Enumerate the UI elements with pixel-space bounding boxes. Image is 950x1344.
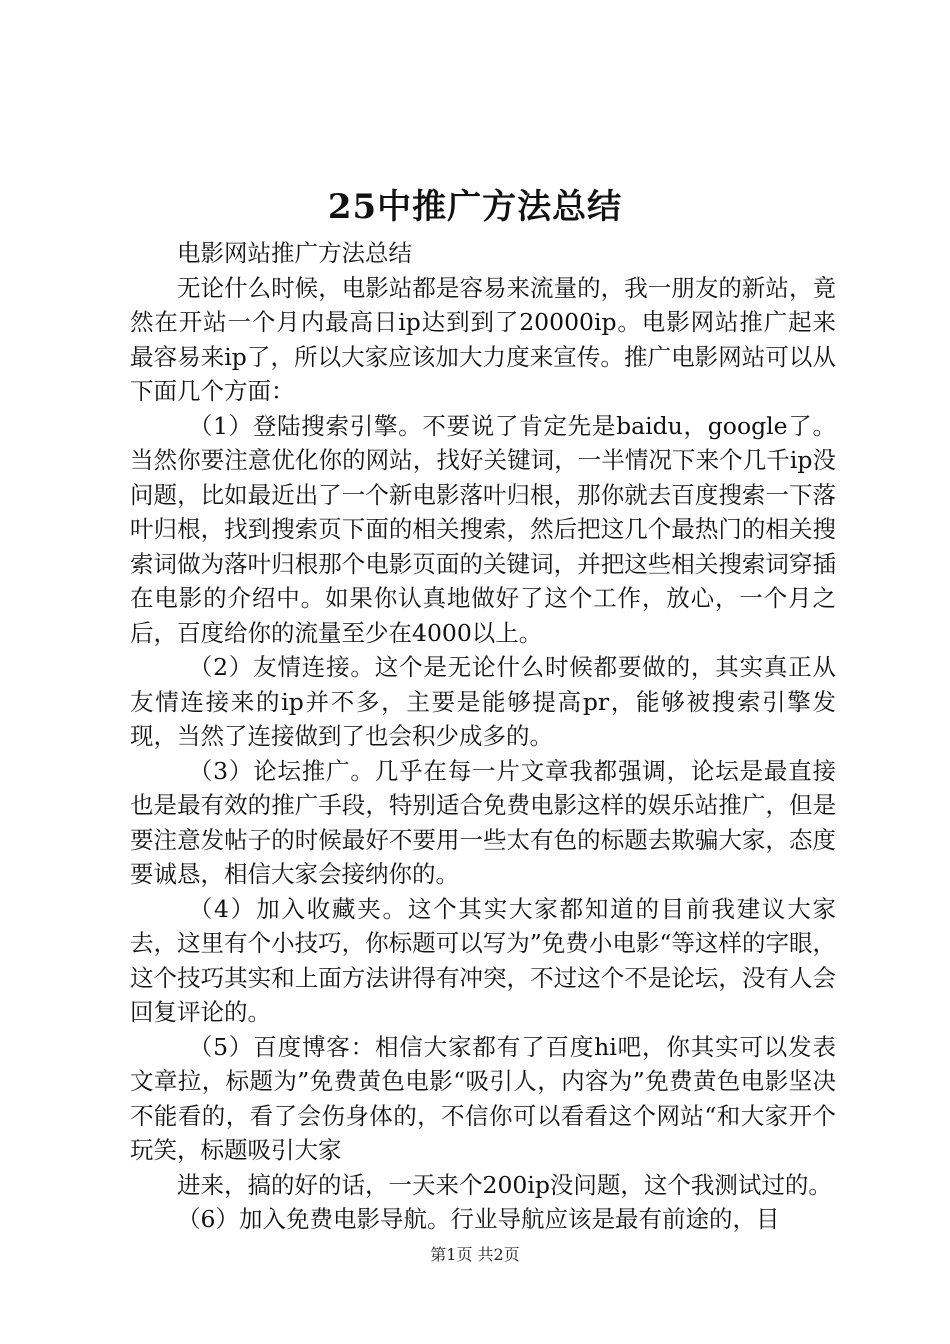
method-3-paragraph: （3）论坛推广。几乎在每一片文章我都强调，论坛是最直接也是最有效的推广手段，特别适合免费电影这样的娱乐站推广，但是要注意发帖子的时候最好不要用一些太有色的标题去欺骗大家，态度要诚恳，相信大家会接纳你的。 — [130, 756, 836, 888]
page-footer: 第1页 共2页 — [430, 1245, 520, 1264]
intro-paragraph: 无论什么时候，电影站都是容易来流量的，我一朋友的新站，竟然在开站一个月内最高日ip达到到了20000ip。电影网站推广起来最容易来ip了，所以大家应该加大力度来宣传。推广电影网站可以从下面几个方面： — [130, 273, 836, 405]
method-5-continued-paragraph: 进来，搞的好的话，一天来个200ip没问题，这个我测试过的。 — [177, 1170, 832, 1199]
method-1-paragraph: （1）登陆搜索引擎。不要说了肯定先是baidu，google了。当然你要注意优化你的网站，找好关键词，一半情况下来个几千ip没问题，比如最近出了一个新电影落叶归根，那你就去百度搜索一下落叶归根，找到搜索页下面的相关搜索，然后把这几个最热门的相关搜索词做为落叶归根那个电影页面的关键词，并把这些相关搜索词穿插在电影的介绍中。如果你认真地做好了这个工作，放心，一个月之后，百度给你的流量至少在4000以上。 — [130, 411, 836, 647]
page-title: 25中推广方法总结 — [327, 187, 623, 227]
method-5-paragraph: （5）百度博客：相信大家都有了百度hi吧，你其实可以发表文章拉，标题为”免费黄色电影“吸引人，内容为”免费黄色电影坚决不能看的，看了会伤身体的，不信你可以看看这个网站“和大家开个玩笑，标题吸引大家 — [130, 1032, 836, 1164]
method-2-paragraph: （2）友情连接。这个是无论什么时候都要做的，其实真正从友情连接来的ip并不多，主要是能够提高pr，能够被搜索引擎发现，当然了连接做到了也会积少成多的。 — [130, 653, 836, 750]
method-6-paragraph: （6）加入免费电影导航。行业导航应该是最有前途的，目 — [177, 1205, 780, 1233]
document-body — [130, 236, 836, 1237]
method-4-paragraph: （4）加入收藏夹。这个其实大家都知道的目前我建议大家去，这里有个小技巧，你标题可以写为”免费小电影“等这样的字眼，这个技巧其实和上面方法讲得有冲突，不过这个不是论坛，没有人会回复评论的。 — [130, 894, 836, 1026]
subtitle-paragraph: 电影网站推广方法总结 — [177, 239, 412, 267]
